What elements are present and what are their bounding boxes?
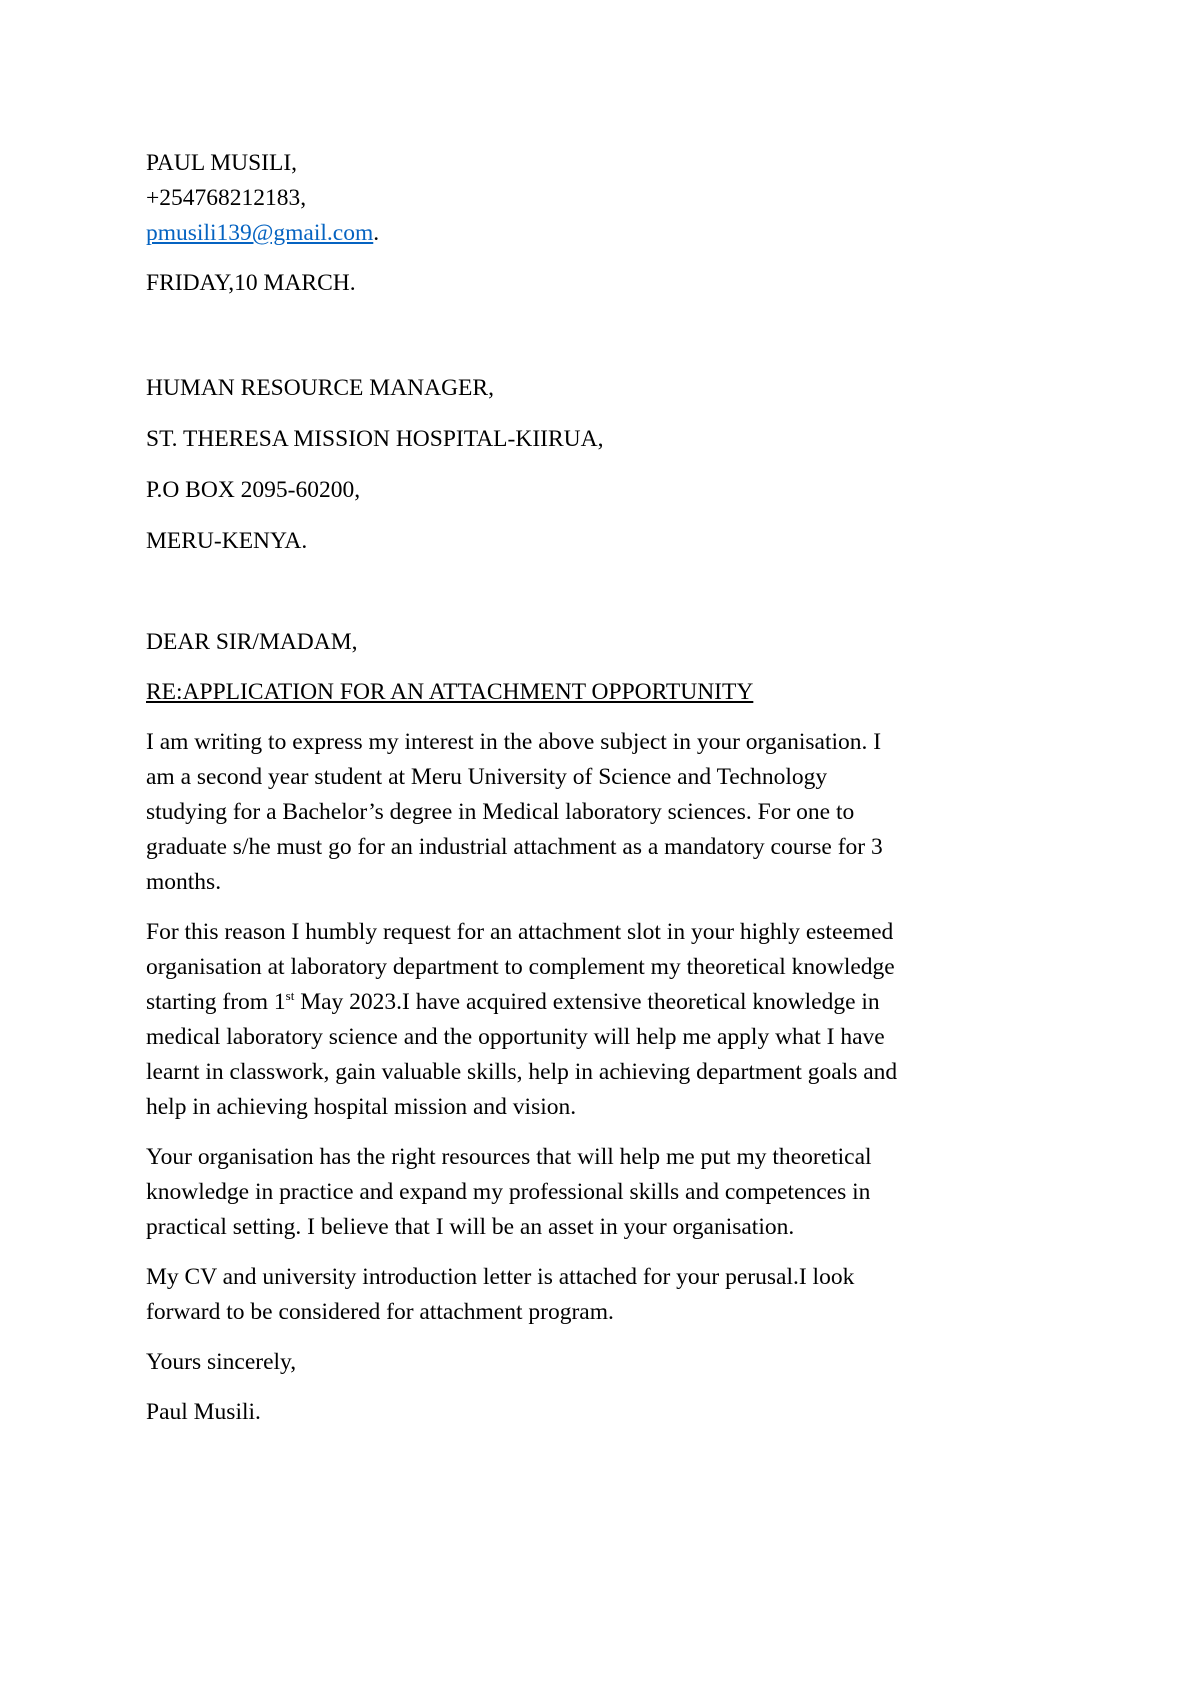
letter-body — [146, 146, 1066, 1430]
closing: Yours sincerely, — [146, 1349, 297, 1375]
sender-phone: +254768212183, — [146, 185, 307, 211]
letter-date: FRIDAY,10 MARCH. — [146, 270, 356, 296]
paragraph-attachments — [146, 1260, 1066, 1330]
recipient-organisation: ST. THERESA MISSION HOSPITAL-KIIRUA, — [146, 426, 604, 452]
start-date-prefix: starting from 1 — [146, 989, 286, 1015]
start-date-rest: May 2023.I have acquired extensive theoretical knowledge in — [294, 989, 880, 1015]
paragraph-line: My CV and university introduction letter is attached for your perusal.I look — [146, 1264, 855, 1290]
recipient-title: HUMAN RESOURCE MANAGER, — [146, 375, 494, 401]
sender-email-link[interactable]: pmusili139@gmail.com — [146, 220, 374, 246]
paragraph-line: am a second year student at Meru University of Science and Technology — [146, 764, 828, 790]
subject-line: RE:APPLICATION FOR AN ATTACHMENT OPPORTUNITY — [146, 679, 754, 705]
sender-block — [146, 146, 1066, 251]
paragraph-line: Your organisation has the right resources that will help me put my theoretical — [146, 1144, 872, 1170]
paragraph-line: learnt in classwork, gain valuable skills, help in achieving department goals and — [146, 1059, 898, 1085]
signature-name: Paul Musili. — [146, 1399, 261, 1425]
recipient-address: P.O BOX 2095-60200, — [146, 477, 361, 503]
paragraph-line: months. — [146, 869, 222, 895]
paragraph-line: forward to be considered for attachment program. — [146, 1299, 614, 1325]
paragraph-interest — [146, 725, 1066, 900]
paragraph-request — [146, 915, 1066, 1125]
sender-email-line — [146, 216, 1066, 251]
paragraph-line: graduate s/he must go for an industrial attachment as a mandatory course for 3 — [146, 834, 883, 860]
sender-email-suffix: . — [373, 220, 380, 246]
paragraph-line: medical laboratory science and the opportunity will help me apply what I have — [146, 1024, 885, 1050]
sender-name: PAUL MUSILI, — [146, 150, 298, 176]
paragraph-line: help in achieving hospital mission and vision. — [146, 1094, 577, 1120]
ordinal-suffix: st — [285, 988, 295, 1003]
paragraph-line: knowledge in practice and expand my professional skills and competences in — [146, 1179, 871, 1205]
paragraph-line-start-date — [146, 985, 1066, 1020]
recipient-block — [146, 371, 1066, 559]
recipient-location: MERU-KENYA. — [146, 528, 308, 554]
salutation: DEAR SIR/MADAM, — [146, 629, 358, 655]
paragraph-line: For this reason I humbly request for an attachment slot in your highly esteemed — [146, 919, 894, 945]
paragraph-line: I am writing to express my interest in the above subject in your organisation. I — [146, 729, 882, 755]
paragraph-resources — [146, 1140, 1066, 1245]
paragraph-line: studying for a Bachelor’s degree in Medical laboratory sciences. For one to — [146, 799, 855, 825]
paragraph-line: organisation at laboratory department to complement my theoretical knowledge — [146, 954, 895, 980]
paragraph-line: practical setting. I believe that I will be an asset in your organisation. — [146, 1214, 795, 1240]
